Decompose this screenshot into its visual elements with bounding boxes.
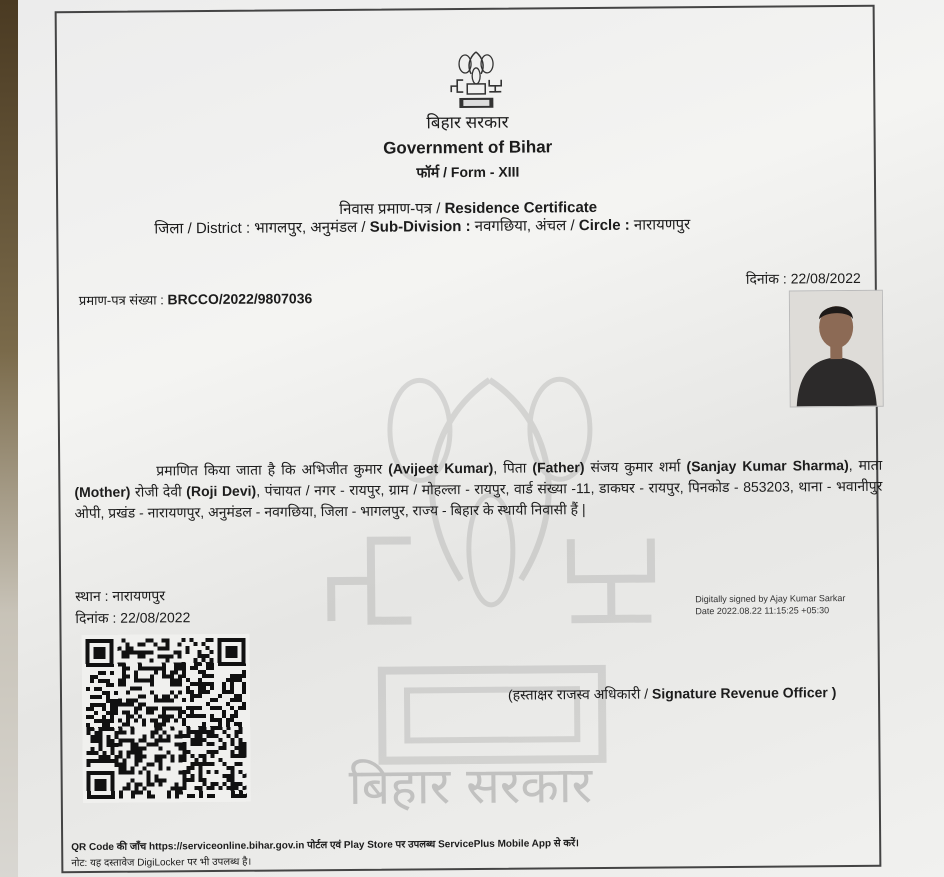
signature-hindi: (हस्ताक्षर राजस्व अधिकारी /	[507, 685, 653, 703]
bihar-emblem-icon	[445, 48, 508, 112]
mother-name-hindi: रोजी देवी	[130, 483, 187, 500]
digilocker-note: नोट: यह दस्तावेज DigiLocker पर भी उपलब्ध है।	[71, 856, 252, 870]
body-text-3: , पिता	[493, 459, 533, 476]
certificate-title-hindi: निवास प्रमाण-पत्र /	[339, 200, 445, 219]
certificate-title-en: Residence Certificate	[444, 198, 598, 218]
applicant-name-en: (Avijeet Kumar)	[388, 459, 494, 477]
address-text: , पंचायत / नगर - रायपुर, ग्राम / मोहल्ला - रायपुर, वार्ड संख्या -11, डाकघर - रायपुर, पिनकोड - 853203, थाना - भवानीपुर ओपी, प्रखंड - नारायणपुर, अनुमंडल - नवगछिया, जिला - भागलपुर, राज्य - बिहार के स्थायी निवासी हैं |	[74, 477, 883, 522]
certificate-number-value: BRCCO/2022/9807036	[167, 290, 313, 308]
body-text-1: प्रमाणित किया जाता है कि अभिजीत कुमार	[156, 460, 389, 479]
state-name-hindi: बिहार सरकार	[426, 112, 509, 133]
district-value: भागलपुर, अनुमंडल /	[254, 218, 370, 237]
circle-value: नारायणपुर	[633, 216, 691, 234]
residence-certificate	[55, 5, 882, 873]
certificate-body	[74, 455, 882, 524]
issue-date-bottom: दिनांक : 22/08/2022	[75, 609, 191, 627]
place: स्थान : नारायणपुर	[75, 587, 166, 605]
digital-signature-date: Date 2022.08.22 11:15:25 +05:30	[695, 605, 830, 617]
digital-signature-name: Digitally signed by Ajay Kumar Sarkar	[695, 593, 846, 605]
certificate-number	[79, 289, 312, 309]
person-silhouette-icon	[790, 291, 883, 407]
watermark-emblem-icon	[309, 338, 673, 821]
applicant-photo	[789, 290, 884, 408]
father-name-en: (Sanjay Kumar Sharma)	[686, 457, 849, 475]
issue-date-top: दिनांक : 22/08/2022	[745, 269, 861, 287]
father-label-en: (Father)	[532, 459, 585, 476]
signature-en: Signature Revenue Officer )	[651, 684, 837, 702]
form-number: फॉर्म / Form - XIII	[416, 163, 520, 181]
body-text-7: , माता	[848, 456, 883, 474]
watermark-text: बिहार सरकार	[348, 756, 593, 816]
circle-label: Circle :	[578, 216, 634, 235]
mother-label-en: (Mother)	[74, 483, 131, 501]
district-line	[154, 214, 690, 238]
certificate-number-label: प्रमाण-पत्र संख्या :	[78, 292, 168, 309]
signature-officer	[508, 683, 837, 705]
subdivision-label: Sub-Division :	[369, 217, 475, 236]
qr-code-icon	[82, 634, 251, 803]
government-title: Government of Bihar	[383, 137, 553, 158]
mother-name-en: (Roji Devi)	[186, 482, 257, 500]
qr-verification-note: QR Code की जाँच https://serviceonline.bihar.gov.in पोर्टल एवं Play Store पर उपलब्ध ServicePlus Mobile App से करें।	[71, 838, 580, 854]
father-name-hindi: संजय कुमार शर्मा	[584, 458, 687, 476]
district-label: जिला / District :	[154, 219, 255, 238]
subdivision-value: नवगछिया, अंचल /	[474, 217, 579, 235]
